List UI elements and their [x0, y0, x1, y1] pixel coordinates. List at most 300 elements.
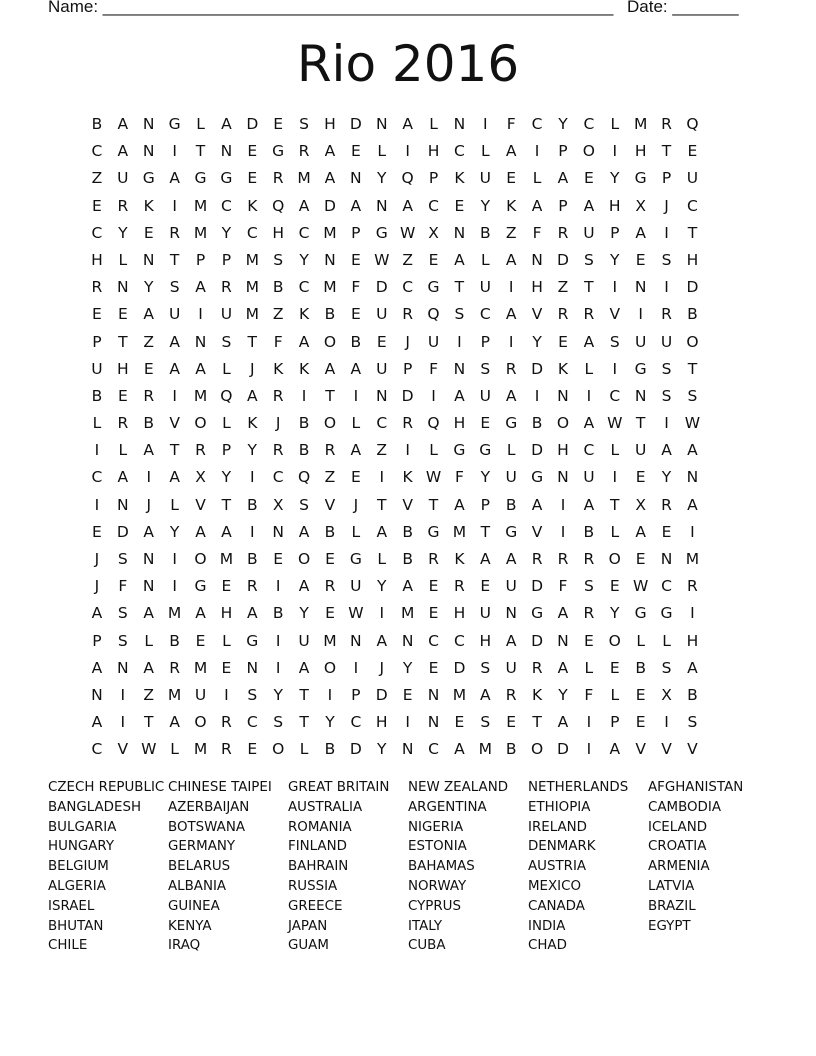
- grid-letter: I: [224, 685, 229, 704]
- grid-letter: U: [479, 604, 491, 623]
- grid-letter: D: [375, 278, 388, 297]
- grid-letter: E: [583, 631, 594, 650]
- grid-letter: S: [661, 386, 672, 405]
- grid-letter: A: [324, 359, 336, 378]
- grid-letter: I: [275, 658, 281, 677]
- grid-letter: B: [687, 305, 698, 324]
- grid-letter: N: [375, 196, 388, 215]
- grid-letter: R: [531, 550, 543, 568]
- grid-letter: X: [661, 685, 672, 704]
- grid-letter: E: [480, 577, 491, 596]
- grid-letter: E: [117, 386, 128, 405]
- grid-letter: H: [557, 441, 569, 460]
- grid-letter: R: [505, 685, 517, 704]
- grid-letter: I: [586, 713, 592, 732]
- grid-letter: K: [143, 196, 154, 215]
- grid-letter: E: [402, 685, 413, 704]
- grid-letter: R: [272, 386, 284, 405]
- grid-letter: A: [454, 740, 465, 759]
- grid-letter: G: [660, 604, 673, 623]
- grid-letter: T: [661, 142, 672, 161]
- grid-letter: X: [272, 495, 284, 514]
- word-bank-item: ARGENTINA: [408, 799, 487, 815]
- grid-letter: U: [634, 441, 647, 460]
- grid-letter: O: [556, 414, 570, 433]
- grid-letter: Y: [610, 169, 620, 188]
- word-bank-item: GREECE: [288, 898, 343, 914]
- grid-letter: G: [427, 522, 440, 541]
- grid-letter: R: [505, 359, 517, 378]
- grid-letter: C: [298, 278, 310, 297]
- grid-letter: P: [428, 169, 439, 188]
- grid-letter: A: [687, 441, 698, 460]
- grid-letter: E: [506, 169, 517, 188]
- grid-row: [84, 546, 705, 573]
- grid-letter: V: [687, 740, 698, 759]
- word-bank-item: BAHAMAS: [408, 859, 475, 875]
- grid-letter: M: [452, 685, 467, 704]
- grid-letter: T: [195, 142, 206, 161]
- grid-letter: N: [660, 550, 673, 568]
- grid-letter: O: [194, 550, 207, 568]
- grid-letter: U: [91, 359, 103, 378]
- grid-letter: Y: [273, 685, 283, 704]
- grid-letter: M: [193, 658, 208, 677]
- grid-row: [84, 628, 705, 655]
- grid-letter: L: [222, 414, 231, 433]
- grid-letter: E: [428, 604, 439, 623]
- grid-letter: A: [169, 359, 180, 378]
- grid-letter: D: [531, 631, 544, 650]
- word-bank-item: GUAM: [288, 938, 329, 954]
- grid-letter: A: [221, 522, 232, 541]
- grid-letter: Y: [558, 115, 568, 133]
- grid-row: [84, 138, 705, 165]
- grid-letter: D: [116, 522, 129, 541]
- grid-letter: L: [144, 631, 154, 650]
- grid-letter: I: [327, 685, 333, 704]
- grid-letter: A: [169, 332, 180, 351]
- grid-letter: B: [324, 740, 336, 759]
- grid-letter: K: [506, 196, 517, 215]
- word-bank-item: BELGIUM: [48, 859, 109, 875]
- header-line: [48, 0, 748, 19]
- grid-letter: A: [143, 305, 155, 324]
- grid-letter: I: [172, 386, 177, 405]
- grid-letter: C: [428, 631, 439, 650]
- grid-letter: P: [351, 685, 361, 704]
- grid-letter: A: [350, 196, 362, 215]
- grid-row: [84, 600, 705, 627]
- grid-letter: L: [610, 685, 620, 704]
- word-bank-item: BHUTAN: [48, 918, 104, 934]
- grid-letter: E: [92, 305, 102, 324]
- grid-letter: U: [505, 658, 517, 677]
- grid-letter: O: [194, 414, 207, 433]
- grid-letter: N: [194, 332, 207, 351]
- grid-letter: A: [246, 604, 258, 623]
- grid-letter: A: [91, 658, 103, 677]
- grid-letter: V: [531, 522, 543, 541]
- grid-letter: P: [221, 441, 232, 460]
- grid-letter: C: [609, 386, 621, 405]
- grid-letter: T: [584, 278, 594, 297]
- grid-letter: L: [92, 414, 102, 433]
- grid-letter: C: [220, 196, 232, 215]
- grid-letter: N: [427, 713, 440, 732]
- grid-letter: B: [687, 685, 698, 704]
- grid-letter: E: [428, 250, 439, 269]
- grid-letter: R: [272, 441, 284, 460]
- grid-letter: I: [508, 278, 514, 297]
- grid-letter: S: [169, 278, 180, 297]
- grid-letter: A: [91, 604, 103, 623]
- grid-letter: R: [583, 604, 595, 623]
- grid-letter: Q: [220, 386, 233, 405]
- grid-letter: T: [610, 495, 620, 514]
- grid-letter: I: [457, 332, 462, 351]
- grid-letter: Y: [325, 713, 335, 732]
- grid-letter: M: [323, 631, 337, 650]
- grid-letter: N: [117, 658, 129, 677]
- grid-letter: C: [402, 278, 414, 297]
- grid-letter: N: [142, 142, 155, 161]
- grid-letter: S: [273, 250, 284, 269]
- grid-letter: L: [429, 441, 438, 460]
- grid-letter: O: [272, 740, 285, 759]
- grid-letter: I: [586, 740, 592, 759]
- grid-letter: T: [377, 495, 387, 514]
- grid-letter: V: [169, 414, 180, 433]
- grid-letter: I: [690, 522, 695, 541]
- grid-letter: Z: [272, 305, 284, 324]
- grid-letter: Y: [299, 250, 309, 269]
- grid-letter: I: [612, 278, 618, 297]
- grid-letter: P: [610, 223, 620, 242]
- grid-letter: C: [661, 577, 672, 596]
- grid-letter: A: [221, 115, 232, 133]
- grid-letter: N: [324, 250, 336, 269]
- grid-letter: M: [323, 278, 337, 297]
- grid-letter: H: [375, 713, 388, 732]
- grid-letter: V: [635, 740, 646, 759]
- grid-letter: I: [560, 522, 566, 541]
- grid-letter: I: [198, 305, 203, 324]
- grid-letter: K: [273, 359, 284, 378]
- grid-letter: Y: [532, 332, 542, 351]
- grid-letter: O: [608, 631, 621, 650]
- grid-letter: B: [91, 386, 103, 405]
- date-field-label: Date: _______: [627, 0, 739, 16]
- grid-letter: T: [454, 278, 465, 297]
- grid-letter: F: [558, 577, 568, 596]
- grid-letter: E: [428, 577, 439, 596]
- grid-letter: I: [612, 359, 618, 378]
- grid-letter: E: [350, 142, 361, 161]
- grid-letter: I: [508, 332, 514, 351]
- grid-row: [84, 682, 705, 709]
- word-bank-item: CHILE: [48, 938, 88, 954]
- grid-letter: Y: [377, 740, 387, 759]
- grid-letter: M: [193, 386, 208, 405]
- grid-letter: O: [297, 550, 311, 568]
- grid-letter: L: [480, 250, 490, 269]
- word-bank-item: CZECH REPUBLIC: [48, 780, 165, 795]
- grid-letter: S: [117, 604, 128, 623]
- grid-letter: A: [661, 441, 672, 460]
- grid-letter: L: [118, 441, 128, 460]
- grid-letter: Y: [143, 278, 154, 297]
- grid-letter: A: [195, 278, 206, 297]
- grid-letter: A: [454, 250, 465, 269]
- grid-letter: Y: [169, 522, 180, 541]
- grid-letter: P: [221, 250, 232, 269]
- grid-letter: F: [454, 468, 464, 487]
- grid-letter: U: [479, 278, 491, 297]
- grid-letter: J: [353, 495, 359, 514]
- grid-letter: C: [428, 740, 439, 759]
- word-bank-item: EGYPT: [648, 918, 691, 934]
- grid-letter: I: [664, 713, 669, 732]
- grid-letter: E: [350, 305, 361, 324]
- grid-letter: A: [454, 495, 465, 514]
- word-bank-item: LATVIA: [648, 878, 695, 894]
- grid-letter: R: [117, 196, 129, 215]
- grid-letter: L: [351, 522, 361, 541]
- word-bank-item: MEXICO: [528, 878, 582, 894]
- grid-letter: A: [143, 604, 155, 623]
- grid-row: [84, 464, 705, 491]
- grid-letter: A: [298, 196, 310, 215]
- word-bank-item: ICELAND: [648, 819, 708, 835]
- grid-letter: N: [246, 658, 259, 677]
- grid-row: [84, 519, 705, 546]
- grid-letter: A: [687, 495, 698, 514]
- grid-letter: M: [685, 550, 700, 568]
- grid-letter: H: [634, 142, 647, 161]
- grid-letter: E: [583, 169, 594, 188]
- grid-letter: X: [635, 196, 646, 215]
- grid-letter: U: [505, 577, 517, 596]
- grid-letter: A: [143, 658, 155, 677]
- grid-letter: P: [92, 332, 102, 351]
- grid-letter: H: [686, 631, 699, 650]
- grid-letter: P: [558, 142, 568, 161]
- grid-row: [84, 410, 705, 437]
- grid-letter: Q: [427, 414, 440, 433]
- grid-letter: E: [350, 250, 361, 269]
- grid-letter: G: [220, 169, 233, 188]
- grid-letter: N: [350, 631, 362, 650]
- grid-letter: U: [505, 468, 517, 487]
- grid-letter: Y: [118, 223, 128, 242]
- grid-letter: M: [167, 685, 182, 704]
- grid-letter: M: [323, 223, 337, 242]
- grid-letter: N: [634, 278, 647, 297]
- grid-letter: L: [480, 142, 490, 161]
- grid-letter: G: [634, 359, 647, 378]
- grid-letter: N: [220, 142, 233, 161]
- grid-letter: A: [583, 414, 595, 433]
- grid-letter: E: [428, 658, 439, 677]
- grid-letter: M: [167, 604, 182, 623]
- grid-letter: M: [193, 196, 208, 215]
- grid-letter: T: [428, 495, 439, 514]
- grid-letter: B: [272, 278, 284, 297]
- grid-row: [84, 274, 705, 301]
- grid-letter: V: [609, 305, 621, 324]
- grid-letter: L: [584, 359, 594, 378]
- grid-letter: E: [195, 631, 206, 650]
- grid-letter: A: [298, 332, 310, 351]
- grid-letter: R: [91, 278, 103, 297]
- grid-letter: A: [298, 522, 310, 541]
- grid-letter: A: [117, 115, 129, 133]
- grid-letter: I: [94, 441, 100, 460]
- grid-letter: R: [557, 223, 569, 242]
- grid-letter: J: [379, 658, 385, 677]
- grid-letter: W: [425, 468, 442, 487]
- grid-letter: W: [141, 740, 157, 759]
- grid-letter: J: [94, 577, 100, 596]
- grid-row: [84, 247, 705, 274]
- grid-letter: E: [350, 468, 361, 487]
- grid-letter: D: [531, 359, 544, 378]
- grid-letter: R: [583, 550, 595, 568]
- grid-letter: B: [246, 495, 258, 514]
- word-bank-item: CUBA: [408, 938, 446, 954]
- grid-row: [84, 193, 705, 220]
- grid-letter: C: [531, 115, 543, 133]
- grid-letter: K: [298, 359, 310, 378]
- grid-letter: E: [635, 713, 646, 732]
- grid-letter: G: [194, 169, 207, 188]
- grid-letter: E: [325, 604, 335, 623]
- grid-letter: A: [583, 196, 595, 215]
- grid-letter: E: [480, 414, 491, 433]
- grid-letter: A: [169, 169, 180, 188]
- grid-letter: G: [246, 631, 259, 650]
- word-bank-item: ETHIOPIA: [528, 799, 591, 815]
- grid-letter: L: [610, 115, 620, 133]
- word-bank-item: AUSTRIA: [528, 859, 587, 875]
- grid-letter: Z: [557, 278, 569, 297]
- grid-letter: A: [505, 631, 517, 650]
- grid-letter: C: [454, 631, 465, 650]
- grid-letter: C: [246, 223, 258, 242]
- grid-letter: S: [687, 386, 698, 405]
- grid-letter: K: [247, 196, 258, 215]
- grid-letter: Q: [401, 169, 414, 188]
- grid-letter: E: [221, 658, 232, 677]
- word-bank-item: CROATIA: [648, 839, 707, 855]
- grid-letter: J: [94, 550, 100, 568]
- grid-letter: V: [661, 740, 672, 759]
- grid-letter: U: [194, 685, 207, 704]
- grid-letter: M: [245, 305, 259, 324]
- grid-letter: I: [483, 115, 488, 133]
- grid-letter: A: [635, 223, 646, 242]
- grid-letter: L: [610, 522, 620, 541]
- grid-letter: A: [635, 522, 646, 541]
- grid-letter: L: [662, 631, 671, 650]
- grid-letter: K: [402, 468, 413, 487]
- grid-letter: M: [245, 278, 259, 297]
- grid-letter: B: [272, 604, 284, 623]
- grid-letter: P: [351, 223, 361, 242]
- grid-letter: B: [324, 305, 336, 324]
- grid-letter: G: [505, 522, 518, 541]
- grid-letter: T: [299, 685, 309, 704]
- grid-row: [84, 165, 705, 192]
- grid-letter: P: [402, 359, 413, 378]
- grid-letter: F: [429, 359, 438, 378]
- grid-letter: E: [92, 196, 102, 215]
- grid-letter: C: [91, 142, 103, 161]
- grid-letter: B: [402, 522, 413, 541]
- grid-letter: U: [350, 577, 362, 596]
- grid-letter: F: [351, 278, 361, 297]
- grid-letter: T: [169, 250, 180, 269]
- grid-letter: E: [687, 142, 698, 161]
- grid-letter: N: [117, 495, 129, 514]
- grid-letter: R: [583, 305, 595, 324]
- grid-letter: L: [299, 740, 309, 759]
- grid-letter: B: [402, 550, 413, 568]
- grid-letter: R: [221, 713, 232, 732]
- grid-letter: O: [323, 658, 337, 677]
- word-bank-item: GUINEA: [168, 898, 220, 914]
- grid-letter: F: [273, 332, 283, 351]
- grid-letter: P: [195, 250, 206, 269]
- grid-letter: M: [633, 115, 648, 133]
- grid-letter: R: [661, 305, 672, 324]
- word-bank-item: AUSTRALIA: [288, 799, 363, 815]
- grid-letter: E: [661, 522, 672, 541]
- grid-letter: J: [146, 495, 152, 514]
- grid-letter: H: [117, 359, 129, 378]
- word-bank-item: AZERBAIJAN: [168, 799, 250, 815]
- grid-letter: D: [531, 577, 544, 596]
- grid-letter: I: [534, 142, 540, 161]
- grid-letter: B: [479, 223, 491, 242]
- grid-letter: H: [272, 223, 284, 242]
- grid-letter: M: [245, 250, 259, 269]
- grid-letter: A: [195, 522, 206, 541]
- grid-letter: X: [428, 223, 439, 242]
- grid-letter: Y: [402, 658, 413, 677]
- grid-letter: L: [636, 631, 645, 650]
- grid-letter: G: [168, 115, 181, 133]
- grid-letter: L: [429, 115, 438, 133]
- grid-letter: A: [505, 142, 517, 161]
- grid-letter: A: [376, 631, 388, 650]
- grid-letter: Y: [299, 604, 309, 623]
- grid-letter: A: [350, 441, 362, 460]
- grid-letter: U: [427, 332, 440, 351]
- page-title: Rio 2016: [296, 35, 520, 93]
- grid-letter: E: [506, 713, 517, 732]
- grid-letter: I: [534, 386, 540, 405]
- grid-letter: P: [558, 196, 568, 215]
- grid-letter: E: [92, 522, 102, 541]
- grid-letter: N: [505, 604, 517, 623]
- grid-letter: H: [531, 278, 543, 297]
- grid-letter: B: [91, 115, 103, 133]
- grid-letter: I: [275, 631, 281, 650]
- grid-letter: W: [374, 250, 390, 269]
- grid-letter: A: [195, 604, 206, 623]
